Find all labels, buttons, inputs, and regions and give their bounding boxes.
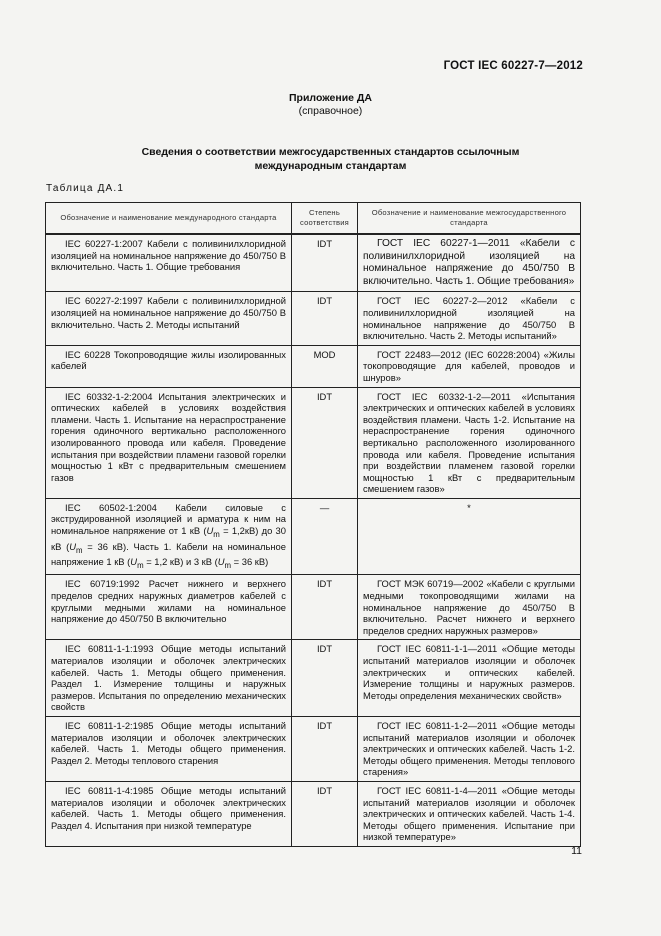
degree-cell: IDT xyxy=(292,781,358,846)
correspondence-table xyxy=(45,202,581,847)
intl-standard-cell: IEC 60502-1:2004 Кабели силовые с экструдированной изоляцией и арматура к ним на номинальное напряжение от 1 кВ $(U_m = 1,2кВ)$ до 30 кВ ($U_m = 36$ кВ). Часть 1. Кабели на номинальное напряжение 1 кВ ($U_m = 1,2$ кВ) и 3 кВ ($U_m = 36$ кВ) xyxy=(46,498,292,575)
header-degree-of-correspondence: Степень соответствия xyxy=(292,203,358,235)
degree-cell: MOD xyxy=(292,345,358,387)
table-row xyxy=(46,234,581,292)
degree-cell: IDT xyxy=(292,234,358,292)
intl-standard-cell: IEC 60228 Токопроводящие жилы изолированных кабелей xyxy=(46,345,292,387)
header-international-standard: Обозначение и наименование международного стандарта xyxy=(46,203,292,235)
intl-standard-cell: IEC 60227-1:2007 Кабели с поливинилхлоридной изоляцией на номинальное напряжение до 450/750 В включительно. Часть 1. Общие требования xyxy=(46,234,292,292)
interstate-standard-cell: ГОСТ IEC 60227-1—2011 «Кабели с поливинилхлоридной изоляцией на номинальное напряжение до 450/750 В включительно. Часть 1. Общие требования» xyxy=(358,234,581,292)
table-row xyxy=(46,781,581,846)
interstate-standard-cell: ГОСТ IEC 60227-2—2012 «Кабели с поливинилхлоридной изоляцией на номинальное напряжение до 450/750 В включительно. Часть 2. Методы испытаний» xyxy=(358,292,581,345)
intl-standard-cell: IEC 60227-2:1997 Кабели с поливинилхлоридной изоляцией на номинальное напряжение до 450/750 В включительно. Часть 2. Методы испытаний xyxy=(46,292,292,345)
interstate-standard-cell: ГОСТ 22483—2012 (IEC 60228:2004) «Жилы токопроводящие для кабелей, проводов и шнуров» xyxy=(358,345,581,387)
page-number: 11 xyxy=(571,845,582,857)
table-label: Таблица ДА.1 xyxy=(46,183,125,194)
table-row xyxy=(46,640,581,717)
intl-standard-cell: IEC 60332-1-2:2004 Испытания электрических и оптических кабелей в условиях воздействия пламени. Часть 1. Испытание на нераспространение горения одиночного вертикально расположенного изолированного провода или кабеля. Проведение испытания при воздействии пламени газовой горелки мощностью 1 кВт с предварительным смешением газов xyxy=(46,387,292,498)
table-row xyxy=(46,387,581,498)
table-row xyxy=(46,345,581,387)
table-header-row xyxy=(46,203,581,235)
degree-cell: — xyxy=(292,498,358,575)
interstate-standard-cell: ГОСТ МЭК 60719—2002 «Кабели с круглыми медными токопроводящими жилами на номинальное напряжение до 450/750 В включительно. Расчет нижнего и верхнего пределов средних наружных размеров» xyxy=(358,575,581,640)
document-title-line-2: международным стандартам xyxy=(254,160,407,172)
degree-cell: IDT xyxy=(292,387,358,498)
document-title xyxy=(0,145,661,173)
table-row xyxy=(46,292,581,345)
degree-cell: IDT xyxy=(292,292,358,345)
table-row xyxy=(46,575,581,640)
degree-cell: IDT xyxy=(292,575,358,640)
header-interstate-standard: Обозначение и наименование межгосударственного стандарта xyxy=(358,203,581,235)
appendix-subtitle: (справочное) xyxy=(298,105,363,117)
degree-cell: IDT xyxy=(292,717,358,782)
interstate-standard-cell: * xyxy=(358,498,581,575)
intl-standard-cell: IEC 60811-1-2:1985 Общие методы испытаний материалов изоляции и оболочек электрических кабелей. Часть 1. Методы общего применения. Раздел 2. Методы теплового старения xyxy=(46,717,292,782)
appendix-title: Приложение ДА xyxy=(289,92,372,104)
interstate-standard-cell: ГОСТ IEC 60811-1-4—2011 «Общие методы испытаний материалов изоляции и оболочек электрических и оптических кабелей. Часть 1-4. Методы общего применения. Испытание при низкой температуре» xyxy=(358,781,581,846)
table-row xyxy=(46,498,581,575)
degree-cell: IDT xyxy=(292,640,358,717)
document-title-line-1: Сведения о соответствии межгосударственных стандартов ссылочным xyxy=(141,146,520,158)
intl-standard-cell: IEC 60811-1-1:1993 Общие методы испытаний материалов изоляции и оболочек электрических кабелей. Часть 1. Методы общего применения. Раздел 1. Измерение толщины и наружных размеров. Испытания по определению механических свойств xyxy=(46,640,292,717)
interstate-standard-cell: ГОСТ IEC 60811-1-1—2011 «Общие методы испытаний материалов изоляции и оболочек электрических и оптических кабелей. Измерение толщины и наружных размеров. Методы определения механических свойств» xyxy=(358,640,581,717)
appendix-heading xyxy=(0,92,661,118)
table-row xyxy=(46,717,581,782)
intl-standard-cell: IEC 60811-1-4:1985 Общие методы испытаний материалов изоляции и оболочек электрических кабелей. Часть 1. Методы общего применения. Раздел 4. Испытания при низкой температуре xyxy=(46,781,292,846)
interstate-standard-cell: ГОСТ IEC 60332-1-2—2011 «Испытания электрических и оптических кабелей в условиях воздействия пламени. Часть 1-2. Испытание на нераспространение горения одиночного вертикально расположенного изолированного провода или кабеля. Проведение испытания при воздействии пламенем газовой горелки мощностью 1 кВт с предварительным смешением газов» xyxy=(358,387,581,498)
interstate-standard-cell: ГОСТ IEC 60811-1-2—2011 «Общие методы испытаний материалов изоляции и оболочек электрических и оптических кабелей. Часть 1-2. Методы общего применения. Методы теплового старения» xyxy=(358,717,581,782)
intl-standard-cell: IEC 60719:1992 Расчет нижнего и верхнего пределов средних наружных диаметров кабелей с круглыми медными жилами на номинальное напряжение до 450/750 В включительно xyxy=(46,575,292,640)
standard-code-header: ГОСТ IEC 60227-7—2012 xyxy=(443,60,583,72)
